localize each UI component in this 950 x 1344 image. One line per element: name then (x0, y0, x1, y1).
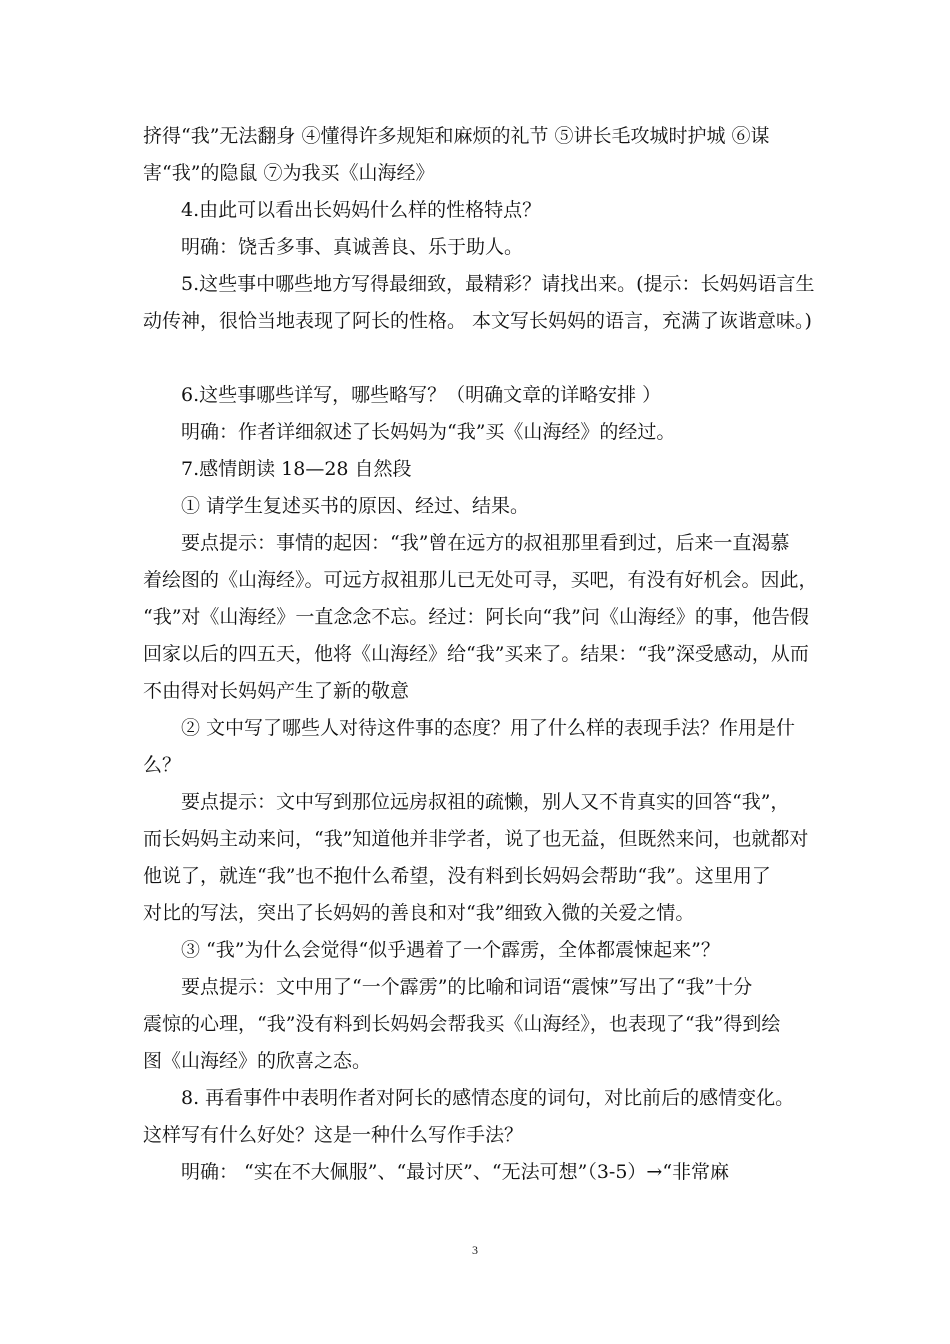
text-line: 害“我”的隐鼠 ⑦为我买《山海经》 (143, 162, 435, 184)
subquestion-1: ① 请学生复述买书的原因、经过、结果。 (181, 495, 530, 517)
subquestion-2: ② 文中写了哪些人对待这件事的态度？用了什么样的表现手法？作用是什 (181, 717, 796, 739)
question-7: 7.感情朗读 18—28 自然段 (181, 458, 412, 480)
text-line: 着绘图的《山海经》。可远方叔祖那儿已无处可寻，买吧，有没有好机会。因此， (143, 569, 818, 591)
key-point-1: 要点提示：事情的起因：“我”曾在远方的叔祖那里看到过，后来一直渴慕 (181, 532, 790, 554)
answer-8: 明确： “实在不大佩服”、“最讨厌”、“无法可想”（3-5）→“非常麻 (181, 1161, 730, 1183)
question-6: 6.这些事哪些详写，哪些略写？（明确文章的详略安排 ） (181, 384, 662, 406)
key-point-3: 要点提示：文中用了“一个霹雳”的比喻和词语“震悚”写出了“我”十分 (181, 976, 753, 998)
question-5: 5.这些事中哪些地方写得最细致，最精彩？请找出来。(提示：长妈妈语言生 (181, 273, 815, 295)
text-line: 而长妈妈主动来问，“我”知道他并非学者，说了也无益，但既然来问，也就都对 (143, 828, 809, 850)
blank-line (143, 340, 809, 377)
key-point-2: 要点提示：文中写到那位远房叔祖的疏懒，别人又不肯真实的回答“我”， (181, 791, 790, 813)
text-line: 图《山海经》的欣喜之态。 (143, 1050, 372, 1072)
text-line: 么？ (143, 754, 182, 776)
text-line: 他说了，就连“我”也不抱什么希望，没有料到长妈妈会帮助“我”。这里用了 (143, 865, 771, 887)
question-4: 4.由此可以看出长妈妈什么样的性格特点？ (181, 199, 542, 221)
text-line: “我”对《山海经》一直念念不忘。经过：阿长向“我”问《山海经》的事，他告假 (143, 606, 809, 628)
answer-6: 明确：作者详细叙述了长妈妈为“我”买《山海经》的经过。 (181, 421, 676, 443)
text-line: 挤得“我”无法翻身 ④懂得许多规矩和麻烦的礼节 ⑤讲长毛攻城时护城 ⑥谋 (143, 125, 770, 147)
text-line: 这样写有什么好处？这是一种什么写作手法？ (143, 1124, 524, 1146)
text-line: 不由得对长妈妈产生了新的敬意 (143, 680, 410, 702)
subquestion-3: ③ “我”为什么会觉得“似乎遇着了一个霹雳，全体都震悚起来”？ (181, 939, 720, 961)
document-body (143, 118, 818, 1191)
text-line: 震惊的心理，“我”没有料到长妈妈会帮我买《山海经》，也表现了“我”得到绘 (143, 1013, 781, 1035)
page-number: 3 (472, 1243, 478, 1257)
answer-4: 明确：饶舌多事、真诚善良、乐于助人。 (181, 236, 524, 258)
text-line: 动传神，很恰当地表现了阿长的性格。 本文写长妈妈的语言，充满了诙谐意味。) (143, 310, 812, 332)
text-line: 回家以后的四五天，他将《山海经》给“我”买来了。结果：“我”深受感动，从而 (143, 643, 809, 665)
text-line: 对比的写法，突出了长妈妈的善良和对“我”细致入微的关爱之情。 (143, 902, 695, 924)
question-8: 8. 再看事件中表明作者对阿长的感情态度的词句，对比前后的感情变化。 (181, 1087, 795, 1109)
